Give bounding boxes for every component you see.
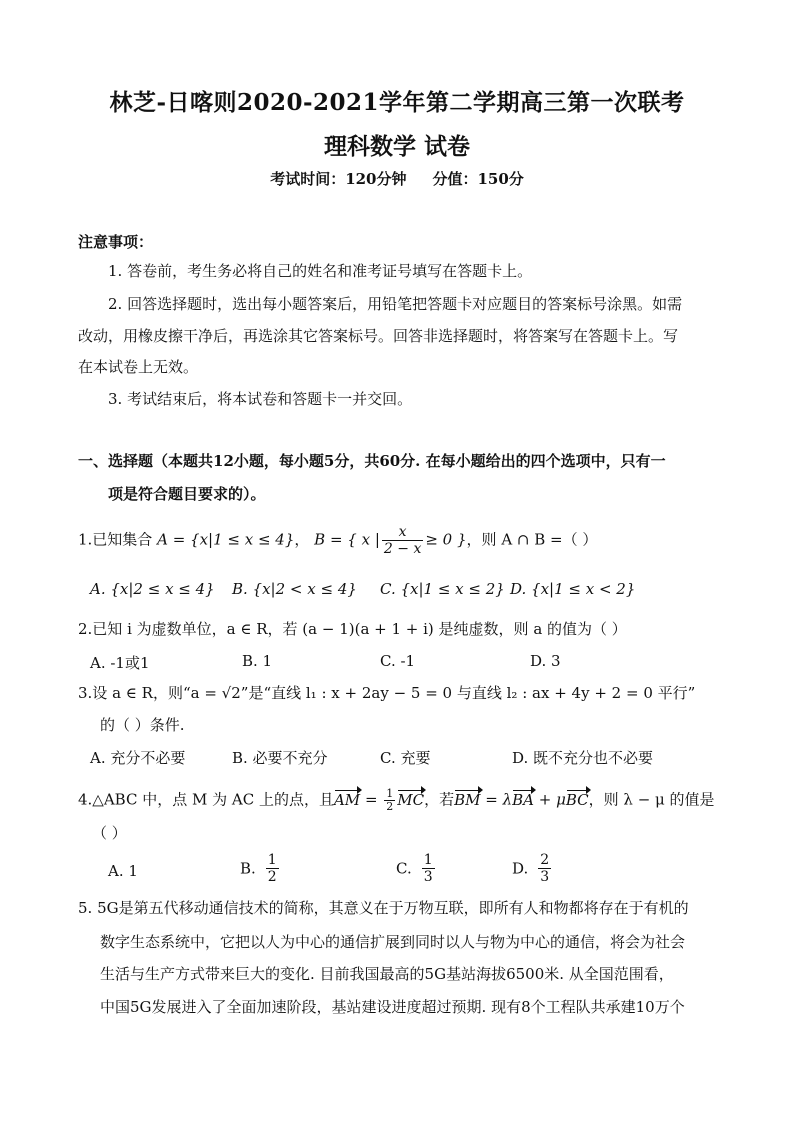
q4-eq: = (360, 790, 383, 809)
question-5-line-1: 5. 5G是第五代移动通信技术的简称，其意义在于万物互联，即所有人和物都将存在于有机的 (78, 899, 689, 917)
exam-meta (0, 168, 794, 189)
q4-tail: ，则 λ − μ 的值是 (588, 790, 715, 809)
q3-option-c: C. 充要 (380, 749, 431, 767)
q4-option-d-den: 3 (540, 869, 550, 885)
notice-item-3: 3. 考试结束后，将本试卷和答题卡一并交回。 (108, 390, 413, 408)
score-label: 分值：150分 (432, 170, 524, 188)
q1-option-a: A. {x|2 ≤ x ≤ 4} (90, 580, 215, 598)
q4-vector-ba: BA (512, 790, 535, 809)
q1-set-b-post: ≥ 0 } (425, 530, 467, 549)
notice-item-1: 1. 答卷前，考生务必将自己的姓名和准考证号填写在答题卡上。 (108, 262, 533, 280)
notice-item-2-line-1: 2. 回答选择题时，选出每小题答案后，用铅笔把答题卡对应题目的答案标号涂黑。如需 (108, 295, 683, 313)
question-5-line-2: 数字生态系统中，它把以人为中心的通信扩展到同时以人与物为中心的通信，将会为社会 (100, 933, 686, 951)
q1-ask: ，则 A ∩ B =（ ） (466, 530, 598, 549)
q4-pre: 4.△ABC 中，点 M 为 AC 上的点，且 (78, 790, 334, 809)
q4-option-c-num: 1 (423, 852, 433, 868)
q1-frac-num: x (398, 524, 407, 540)
q4-plus: + μ (534, 790, 566, 809)
notice-heading: 注意事项： (78, 233, 154, 251)
question-5-line-3: 生活与生产方式带来巨大的变化. 目前我国最高的5G基站海拔6500米. 从全国范围看， (100, 965, 674, 983)
q4-vector-am: AM (333, 790, 361, 809)
question-3-line-2: 的（ ）条件. (100, 716, 185, 734)
question-2: 2.已知 i 为虚数单位，a ∈ R，若 (a − 1)(a + 1 + i) 是纯虚数，则 a 的值为（ ） (78, 620, 627, 638)
question-4 (78, 788, 715, 813)
section-1-heading-line-1: 一、选择题（本题共12小题，每小题5分，共60分. 在每小题给出的四个选项中，只有一 (78, 452, 666, 470)
q4-option-c-den: 3 (423, 869, 433, 885)
q4-option-d (512, 852, 553, 885)
q1-option-b: B. {x|2 < x ≤ 4} (232, 580, 357, 598)
q4-option-b-den: 2 (267, 869, 277, 885)
q1-fraction (382, 524, 423, 557)
q4-option-b-label: B. (240, 859, 256, 878)
notice-item-2-line-2: 改动，用橡皮擦干净后，再选涂其它答案标号。回答非选择题时，将答案写在答题卡上。写 (78, 327, 679, 345)
q4-eq2: = λ (480, 790, 513, 809)
question-5-line-4: 中国5G发展进入了全面加速阶段，基站建设进度超过预期. 现有8个工程队共承建10万个 (100, 998, 685, 1016)
q4-option-c (396, 852, 437, 885)
q1-set-a: A = {x|1 ≤ x ≤ 4} (157, 530, 295, 549)
question-1: 1.已知集合 A = {x|1 ≤ x ≤ 4}， B = { x | $\frac{x}{2 - x}$ ≥ 0 }，则 A ∩ B =（ ） (78, 524, 598, 557)
q4-option-b-frac (266, 852, 279, 885)
q4-option-b (240, 852, 281, 885)
exam-subtitle: 理科数学 试卷 (323, 133, 470, 160)
q1-frac-den: 2 − x (383, 541, 422, 557)
q3-option-a: A. 充分不必要 (90, 749, 186, 767)
section-1-heading-line-2: 项是符合题目要求的）。 (108, 485, 266, 503)
q2-option-b: B. 1 (242, 652, 273, 670)
q4-option-d-num: 2 (540, 852, 550, 868)
q1-prefix: 1.已知集合 (78, 530, 153, 549)
question-3-line-1: 3.设 a ∈ R，则“a = √2”是“直线 l₁ : x + 2ay − 5 = 0 与直线 l₂ : ax + 4y + 2 = 0 平行” (78, 684, 696, 702)
notice-item-2-line-3: 在本试卷上无效。 (78, 358, 199, 376)
q4-half-den: 2 (386, 800, 394, 813)
q4-option-d-label: D. (512, 859, 529, 878)
q3-option-d: D. 既不充分也不必要 (512, 749, 654, 767)
q2-option-a: A. -1或1 (90, 654, 150, 672)
exam-title: 林芝-日喀则2020-2021学年第二学期高三第一次联考 (109, 89, 685, 116)
q4-half-num: 1 (386, 787, 394, 800)
time-label: 考试时间：120分钟 (270, 170, 407, 188)
q4-option-b-num: 1 (267, 852, 277, 868)
q1-option-c: C. {x|1 ≤ x ≤ 2} (380, 580, 505, 598)
q4-vector-bm: BM (454, 790, 481, 809)
q4-option-c-label: C. (396, 859, 412, 878)
q4-vector-bc: BC (565, 790, 589, 809)
q4-option-d-frac (538, 852, 551, 885)
q4-option-a: A. 1 (108, 862, 138, 880)
q3-option-b: B. 必要不充分 (232, 749, 328, 767)
q1-set-b-pre: B = { x | (314, 530, 380, 549)
q4-option-c-frac (422, 852, 435, 885)
q4-half (384, 788, 395, 813)
q2-option-c: C. -1 (380, 652, 416, 670)
q4-vector-mc: MC (397, 790, 425, 809)
q4-mid2: ，若 (424, 790, 455, 809)
q1-option-d: D. {x|1 ≤ x < 2} (510, 580, 636, 598)
q2-option-d: D. 3 (530, 652, 561, 670)
question-4-paren: （ ） (92, 824, 127, 842)
